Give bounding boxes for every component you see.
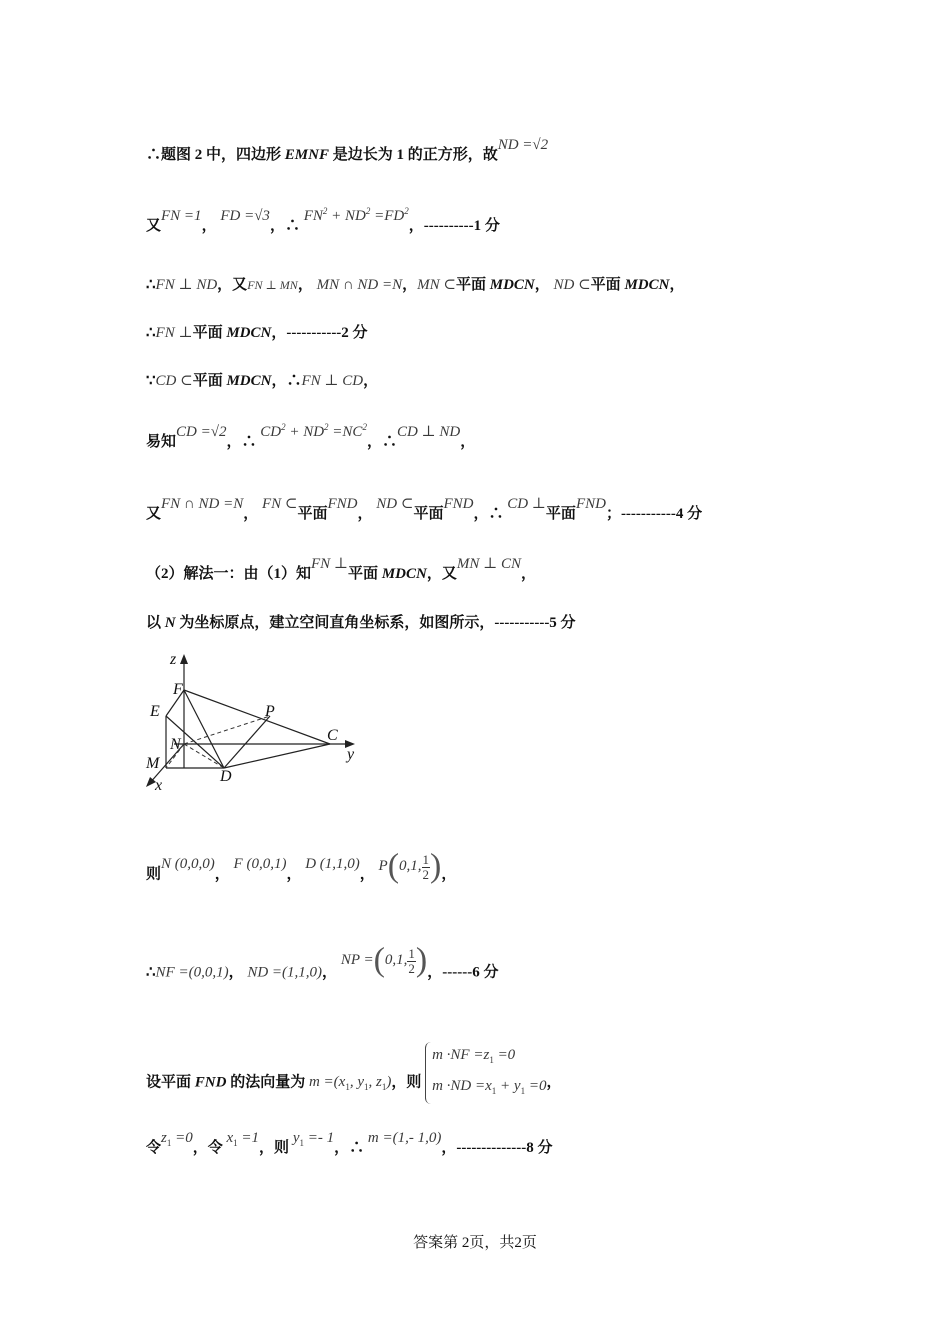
math-expr: MN ⊥ CN [456,556,521,572]
math-expr: FN ⊥ MN [247,278,298,292]
line-13: 令$z_1 =0$，令 $x_1 =1$，则 $y_1 =- 1$，∴ m =(1,- 1,0)，--------------8 分 [146,1130,553,1156]
math-expr: ND =√2 [497,137,549,153]
line-2 [146,206,500,235]
text: 又 [146,218,162,234]
label-D: D [220,768,232,785]
math-expr: FN ⊥ ND [155,277,218,293]
quad-label: EMNF [284,147,329,163]
math-expr: NP =(0,1, $\frac{1}{2}$ ) [340,942,428,979]
line-10: 则N (0,0,0)， F (0,0,1)， D (1,1,0)， P(0,1, $\frac{1}{2}$ )， [146,848,457,885]
math-expr: D (1,1,0) [305,856,360,873]
math-expr: N (0,0,0) [161,856,215,873]
math-expr: FN ⊥ [311,556,349,572]
math-expr: $CD^2 + ND^2 =NC^2$ [260,422,367,440]
score-marker: ；-----------4 分 [605,506,703,522]
score-marker: ，------6 分 [427,964,499,981]
math-expr: FN ⊂ [262,496,298,512]
text: ， [201,218,217,234]
math-expr: $x_1 =1$ [226,1130,260,1148]
line-5: ∵CD ⊂平面 MDCN，∴FN ⊥ CD， [146,373,379,389]
text: ，∴ [269,218,300,234]
coordinate-figure [140,650,380,800]
score-marker: ，----------1 分 [408,218,500,234]
math-expr: FND [575,496,606,512]
math-expr: ND =(1,1,0) [247,964,323,981]
text: ∴题图 2 中，四边形 [146,147,285,163]
label-x: x [155,777,163,794]
equation-2: $m \cdot ND =x_1 + y_1 =0$ [432,1078,547,1096]
line-6: 易知CD =√2，∴ $CD^2 + ND^2 =NC^2$，∴CD ⊥ ND， [146,422,476,450]
math-expr: FD =√3 [220,208,270,224]
line-9: 以 N 为坐标原点，建立空间直角坐标系，如图所示，-----------5 分 [146,615,576,631]
math-expr: CD ⊥ ND [396,424,461,440]
math-expr: NF =(0,0,1) [155,964,229,981]
label-N: N [170,736,181,753]
line-11: ∴NF =(0,0,1)， ND =(1,1,0)， NP =(0,1, $\frac{1}{2}$ )，------6 分 [146,942,499,981]
label-M: M [146,755,160,772]
line-12: 设平面 FND 的法向量为 $m =(x_1$, $y_1$, $z_1$)，则 $m \cdot NF =z_1 =0$ $m \cdot ND =x_1 + y_1 =0$ ， [146,1052,561,1114]
text: 是边长为 1 的正方形，故 [328,147,498,163]
math-expr: F (0,0,1) [233,856,287,873]
math-expr: FND [327,496,358,512]
z-arrow-icon [180,654,188,664]
line-3: ∴FN ⊥ ND，又FN ⊥ MN， MN ∩ ND =N，MN ⊂平面 MDCN， ND ⊂平面 MDCN， [146,277,685,293]
math-expr: FN ⊥ [155,325,193,341]
line-7: 又FN ∩ ND =N， FN ⊂平面FND， ND ⊂平面FND，∴ CD ⊥平面FND；-----------4 分 [146,496,703,522]
math-expr: $FN^2 + ND^2 =FD^2$ [303,206,409,224]
math-expr: CD ⊂ [155,373,193,389]
math-expr: MN ∩ ND =N [316,277,403,293]
score-marker: ，--------------8 分 [441,1140,553,1156]
label-C: C [327,727,338,744]
math-expr: CD ⊥ [507,496,546,512]
label-y: y [347,746,355,763]
equation-system [425,1042,546,1104]
math-expr: ND ⊂ [376,496,414,512]
math-expr: $m =(x_1$, $y_1$, $z_1$) [308,1074,392,1093]
math-expr: CD =√2 [176,424,227,440]
math-expr: ND ⊂ [553,277,591,293]
score-marker: ，-----------2 分 [271,325,368,341]
line-4: ∴FN ⊥平面 MDCN，-----------2 分 [146,325,368,341]
edge-DC [224,744,330,768]
label-E: E [150,703,160,720]
math-expr: MN ⊂ [417,277,456,293]
edge-FC [184,690,330,744]
line-8: （2）解法一：由（1）知FN ⊥平面 MDCN，又MN ⊥ CN， [146,556,536,582]
equation-1: $m \cdot NF =z_1 =0$ [432,1047,516,1065]
math-expr: FND [443,496,474,512]
page-footer: 答案第 2页，共2页 [413,1235,537,1251]
math-expr: $z_1 =0$ [161,1130,193,1148]
score-marker: 为坐标原点，建立空间直角坐标系，如图所示，-----------5 分 [175,615,576,631]
line-1 [146,137,549,164]
math-expr: FN ∩ ND =N [161,496,244,512]
label-z: z [170,651,177,668]
math-expr: $y_1 =- 1$ [292,1130,335,1148]
math-expr: m =(1,- 1,0) [367,1130,442,1146]
label-P: P [265,703,275,720]
math-expr: FN ⊥ CD [301,373,364,389]
math-expr: FN =1 [161,208,202,224]
math-expr: P(0,1, $\frac{1}{2}$ ) [378,848,442,885]
label-F: F [173,681,183,698]
